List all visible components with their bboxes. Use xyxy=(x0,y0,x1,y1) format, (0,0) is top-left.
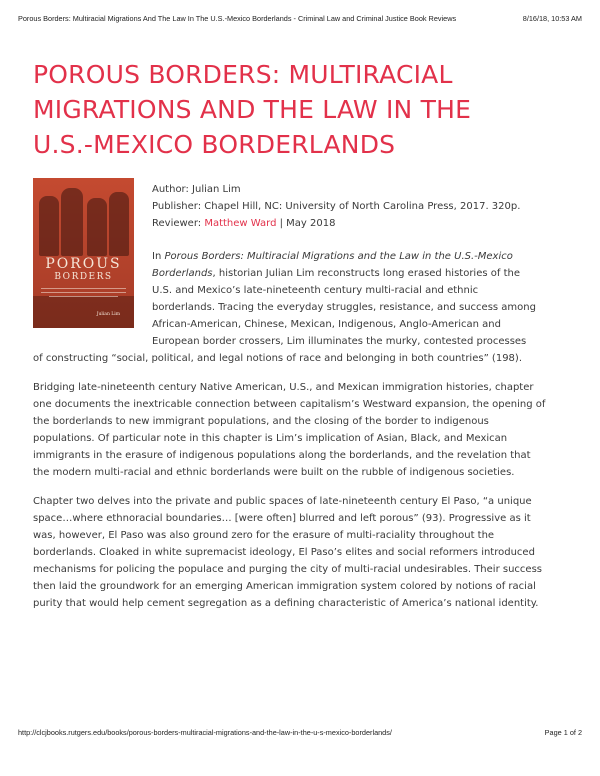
text-line: was, however, El Paso was also ground zero for the erasure of multi-raciality throughout the xyxy=(33,530,495,541)
text-line xyxy=(152,248,536,265)
article-title xyxy=(33,57,573,162)
cover-subtitle-line xyxy=(41,288,126,289)
title-line: MIGRATIONS AND THE LAW IN THE xyxy=(33,95,472,124)
text-line: purity that would help cement segregation as a defining characteristic of America’s national identity. xyxy=(33,598,539,609)
text-line: immigrants in the erasure of indigenous populations along the borderlands, and the revelation that xyxy=(33,450,531,461)
header-page-title: Porous Borders: Multiracial Migrations And The Law In The U.S.-Mexico Borderlands - Criminal Law and Criminal Justice Book Reviews xyxy=(18,14,457,23)
text-line: one documents the inextricable connection between capitalism’s Westward expansion, the opening of xyxy=(33,399,546,410)
text-line xyxy=(152,265,536,282)
author-line: Author: Julian Lim xyxy=(152,184,241,195)
cover-author: Julian Lim xyxy=(96,312,120,317)
review-paragraph-1-full xyxy=(33,350,522,367)
cover-figure xyxy=(61,188,83,256)
text-line: space…where ethnoracial boundaries… [were often] blurred and left porous” (93). Progressive as it xyxy=(33,513,531,524)
text-line: U.S. and Mexico’s late-nineteenth century multi-racial and ethnic xyxy=(152,285,479,296)
text-run: In xyxy=(152,251,165,262)
text-line: of constructing “social, political, and legal notions of race and belonging in both countries” (198). xyxy=(33,353,522,364)
cover-subtitle-line xyxy=(49,296,118,297)
footer-page-number: Page 1 of 2 xyxy=(544,728,582,737)
review-paragraph-3 xyxy=(33,493,542,612)
text-line: African-American, Chinese, Mexican, Indigenous, Anglo-American and xyxy=(152,319,501,330)
cover-figure xyxy=(39,196,59,256)
text-line: European border crossers, Lim illuminates the murky, contested processes xyxy=(152,336,527,347)
reviewer-prefix: Reviewer: xyxy=(152,218,205,229)
footer-url: http://clcjbooks.rutgers.edu/books/porous-borders-multiracial-migrations-and-the-law-in-the-u-s-mexico-borderlands/ xyxy=(18,728,392,737)
book-meta xyxy=(152,181,520,232)
text-line: mechanisms for policing the populace and purging the city of multi-racial undesirables. Their success xyxy=(33,564,542,575)
book-cover-image xyxy=(33,178,134,328)
text-line: Chapter two delves into the private and public spaces of late-nineteenth century El Paso, “a unique xyxy=(33,496,532,507)
header-datetime: 8/16/18, 10:53 AM xyxy=(522,14,582,23)
cover-figure xyxy=(87,198,107,256)
cover-title: POROUS xyxy=(45,256,122,272)
publisher-line: Publisher: Chapel Hill, NC: University of North Carolina Press, 2017. 320p. xyxy=(152,201,521,212)
book-title-italic: Porous Borders: Multiracial Migrations and the Law in the U.S.-Mexico xyxy=(164,251,513,262)
text-line: borderlands. Cloaked in white supremacist ideology, El Paso’s elites and social reformers introduced xyxy=(33,547,535,558)
text-line: Bridging late-nineteenth century Native American, U.S., and Mexican immigration histories, chapter xyxy=(33,382,534,393)
review-date: | May 2018 xyxy=(276,218,336,229)
cover-figure xyxy=(109,192,129,256)
title-line: U.S.-MEXICO BORDERLANDS xyxy=(33,130,396,159)
review-paragraph-1-wrapped xyxy=(152,248,536,350)
text-run: , historian Julian Lim reconstructs long erased histories of the xyxy=(212,268,520,279)
text-line: the borderlands to new immigrant populations, and the closing of the border to indigenous xyxy=(33,416,489,427)
reviewer-link[interactable]: Matthew Ward xyxy=(204,218,277,229)
title-line: POROUS BORDERS: MULTIRACIAL xyxy=(33,60,453,89)
text-line: populations. Of particular note in this chapter is Lim’s implication of Asian, Black, and Mexican xyxy=(33,433,508,444)
cover-subtitle-line xyxy=(41,292,126,293)
review-paragraph-2 xyxy=(33,379,545,481)
text-line: the modern multi-racial and ethnic borderlands were built on the rubble of indigenous societies. xyxy=(33,467,515,478)
text-line: then laid the groundwork for an emerging American immigration system colored by notions of racial xyxy=(33,581,536,592)
cover-title: BORDERS xyxy=(54,272,113,282)
text-line: borderlands. Tracing the everyday struggles, resistance, and success among xyxy=(152,302,536,313)
reviewer-line xyxy=(152,215,520,232)
book-title-italic: Borderlands xyxy=(152,268,213,279)
